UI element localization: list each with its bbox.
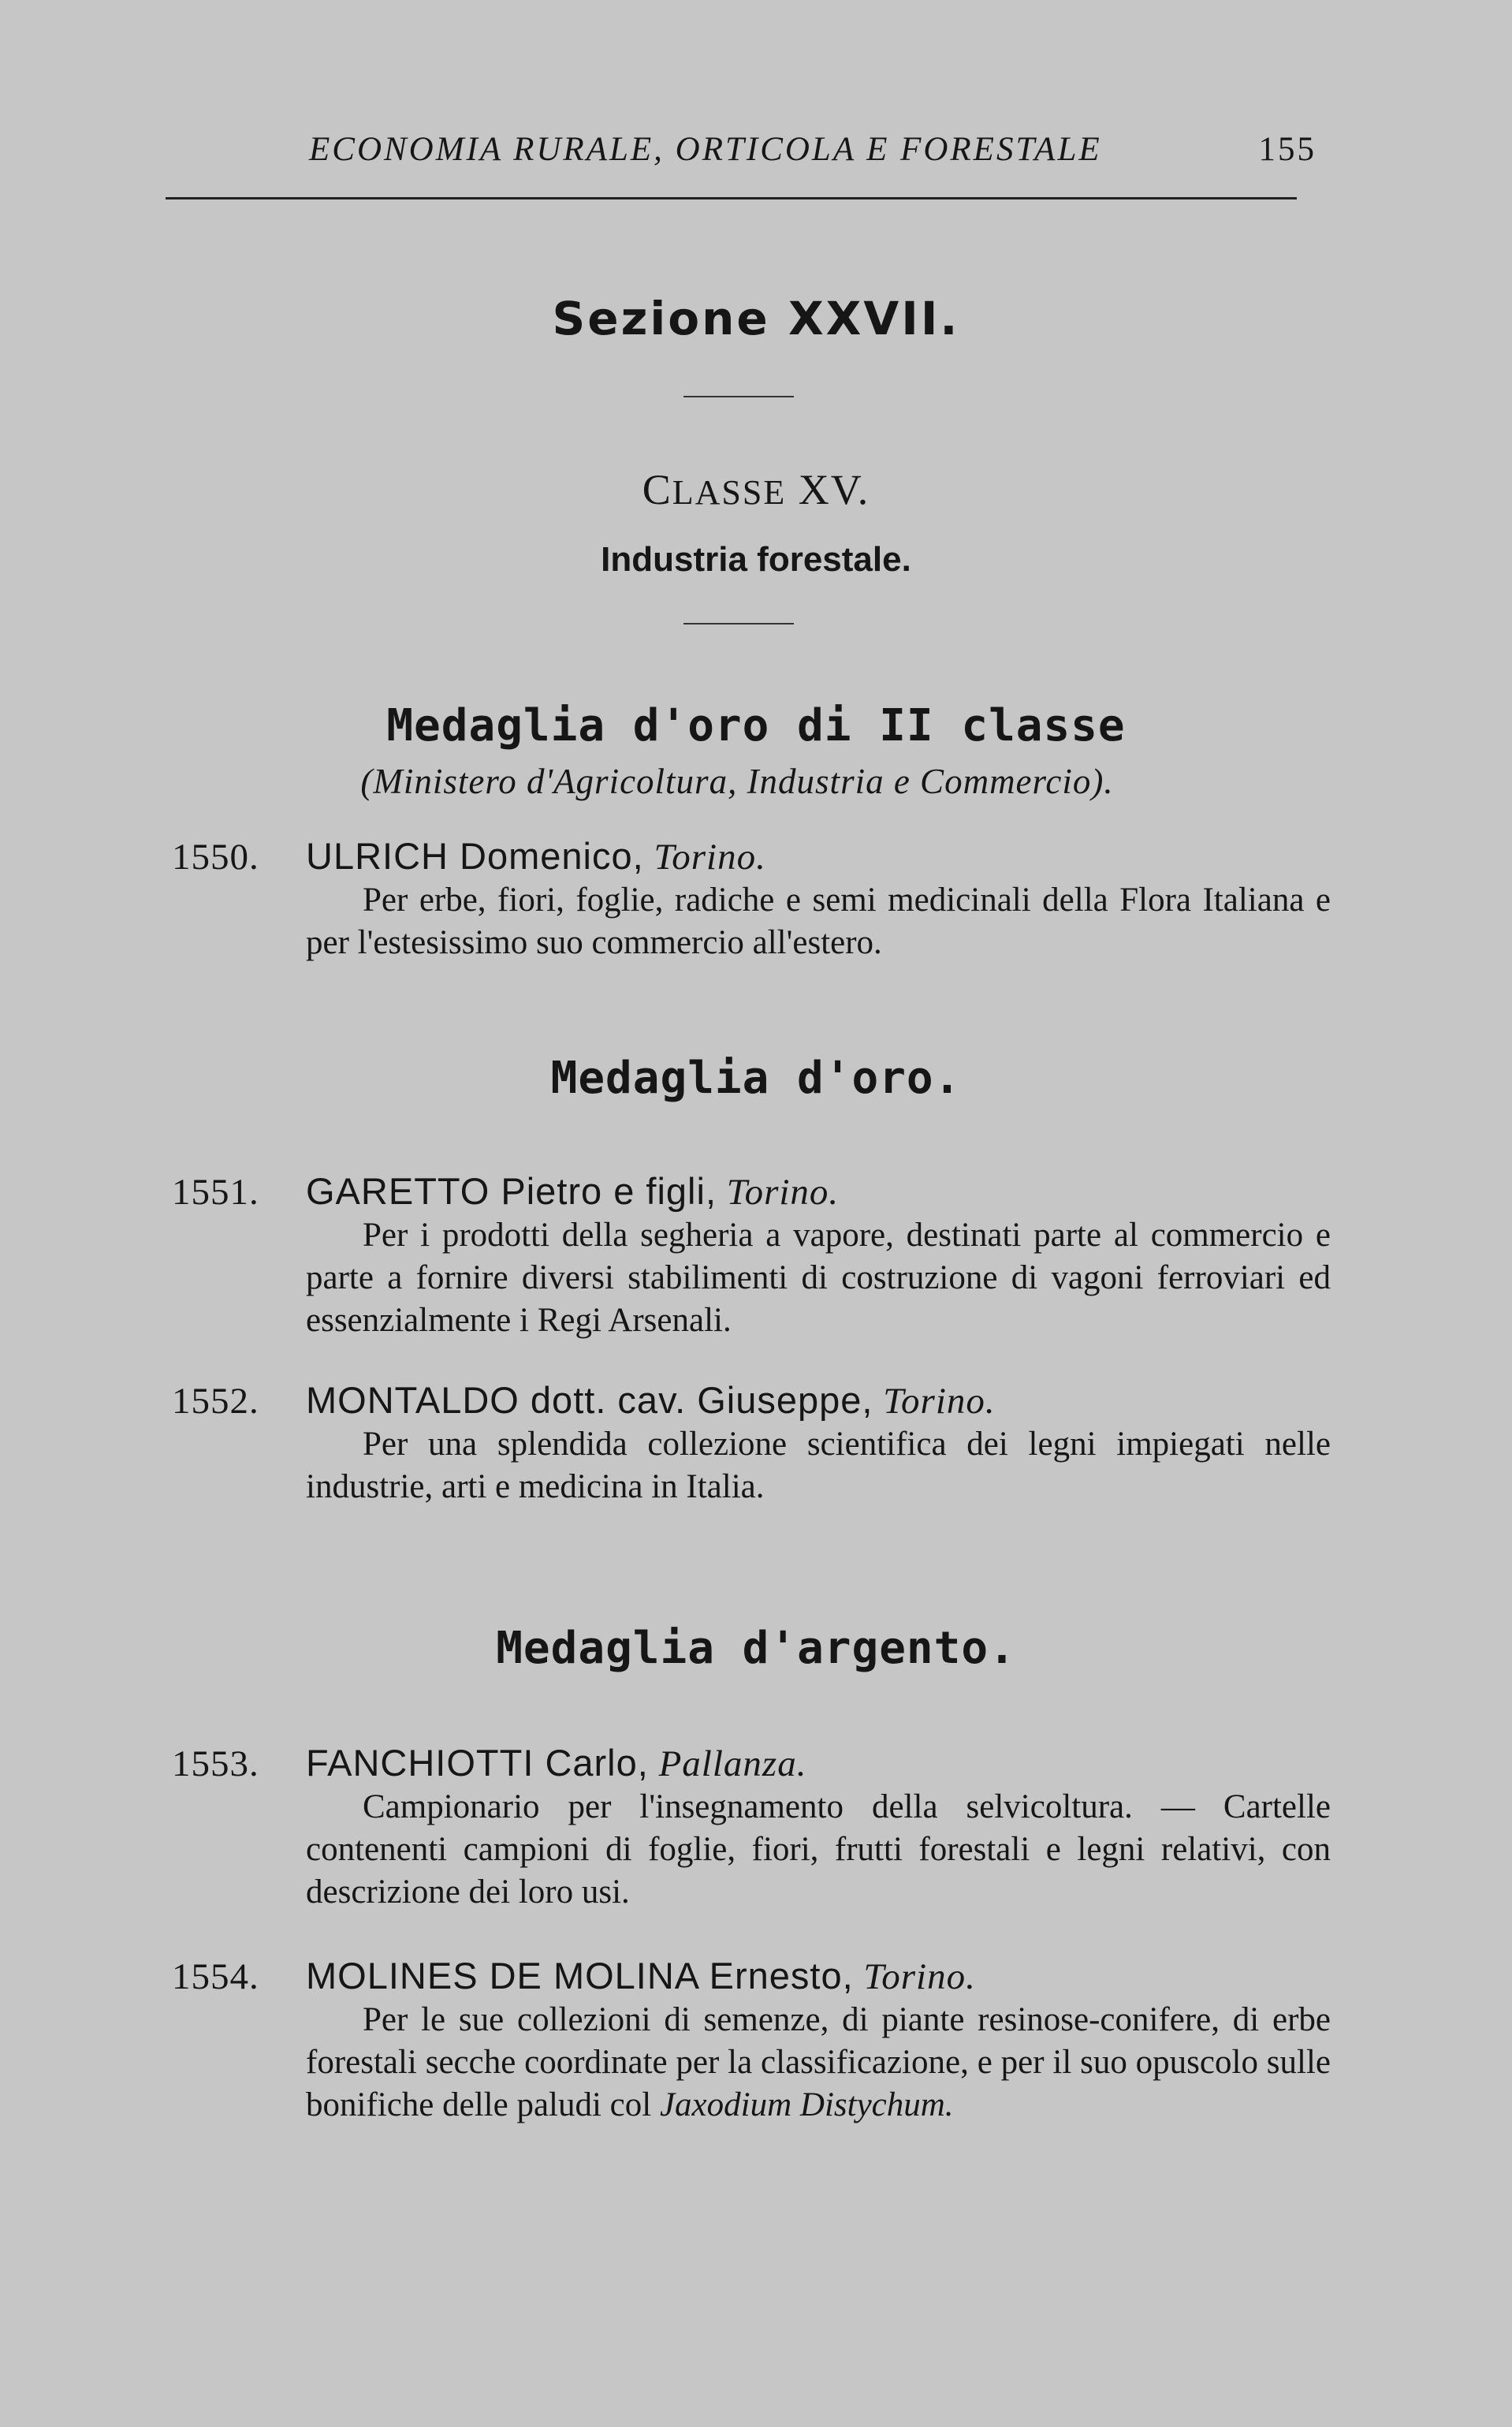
section-divider xyxy=(683,396,794,397)
entry-description: Per una splendida collezione scientifica dei legni impiegati nelle industrie, arti e medicina in Italia. xyxy=(306,1426,1331,1505)
entry-1552 xyxy=(172,1378,1331,1508)
exhibitor-location: Pallanza. xyxy=(658,1743,807,1784)
exhibitor-name: MONTALDO dott. cav. Giuseppe, xyxy=(306,1379,873,1421)
section-title: Sezione XXVII. xyxy=(552,292,960,345)
species-name: Jaxodium Distychum. xyxy=(659,2086,954,2123)
class-title xyxy=(0,465,1512,514)
medal-heading-gold-second-class: Medaglia d'oro di II classe xyxy=(386,700,1126,751)
entry-heading xyxy=(172,1741,1331,1786)
entry-1554 xyxy=(172,1954,1331,2127)
class-label-first: C xyxy=(642,466,672,513)
entry-1550 xyxy=(172,834,1331,964)
entry-description xyxy=(306,1999,1331,2127)
class-number: XV. xyxy=(798,466,870,513)
medal-note: (Ministero d'Agricoltura, Industria e Commercio). xyxy=(360,762,1114,801)
entry-heading xyxy=(172,1378,1331,1423)
entry-heading xyxy=(172,1169,1331,1214)
exhibitor-location: Torino. xyxy=(654,837,766,878)
class-label-rest: LASSE xyxy=(672,473,787,512)
entry-description: Per erbe, fiori, foglie, radiche e semi medicinali della Flora Italiana e per l'estesissimo suo commercio all'estero. xyxy=(306,882,1331,961)
entry-number: 1554. xyxy=(172,1956,259,1997)
exhibitor-name: GARETTO Pietro e figli, xyxy=(306,1170,717,1212)
page-number: 155 xyxy=(1258,131,1316,168)
exhibitor-name: MOLINES DE MOLINA Ernesto, xyxy=(306,1955,854,1996)
medal-heading-silver: Medaglia d'argento. xyxy=(496,1623,1016,1674)
running-title: ECONOMIA RURALE, ORTICOLA E FORESTALE xyxy=(309,131,1102,168)
exhibitor-name: FANCHIOTTI Carlo, xyxy=(306,1742,649,1784)
entry-number: 1551. xyxy=(172,1172,259,1213)
medal-heading-gold: Medaglia d'oro. xyxy=(550,1053,962,1104)
entry-description-text: Per le sue collezioni di semenze, di piante resinose-conifere, di erbe forestali secche coordinate per la classificazione, e per il suo opuscolo sulle bonifiche delle paludi col xyxy=(306,2001,1331,2123)
entry-description: Campionario per l'insegnamento della selvicoltura. — Cartelle contenenti campioni di foglie, fiori, frutti forestali e legni relativi, con descrizione dei loro usi. xyxy=(306,1788,1331,1911)
exhibitor-location: Torino. xyxy=(863,1956,976,1997)
entry-number: 1550. xyxy=(172,837,259,878)
header-rule xyxy=(166,197,1297,199)
entry-heading xyxy=(172,834,1331,879)
entry-number: 1552. xyxy=(172,1381,259,1422)
class-divider xyxy=(683,623,794,624)
exhibitor-location: Torino. xyxy=(883,1381,996,1422)
exhibitor-name: ULRICH Domenico, xyxy=(306,835,644,877)
entry-heading xyxy=(172,1954,1331,1999)
exhibitor-location: Torino. xyxy=(726,1172,840,1213)
entry-1551 xyxy=(172,1169,1331,1342)
entry-number: 1553. xyxy=(172,1743,259,1784)
entry-description: Per i prodotti della segheria a vapore, destinati parte al commercio e parte a fornire diversi stabilimenti di costruzione di vagoni ferroviari ed essenzialmente i Regi Arsenali. xyxy=(306,1217,1331,1339)
entry-1553 xyxy=(172,1741,1331,1914)
class-subtitle: Industria forestale. xyxy=(601,540,911,579)
